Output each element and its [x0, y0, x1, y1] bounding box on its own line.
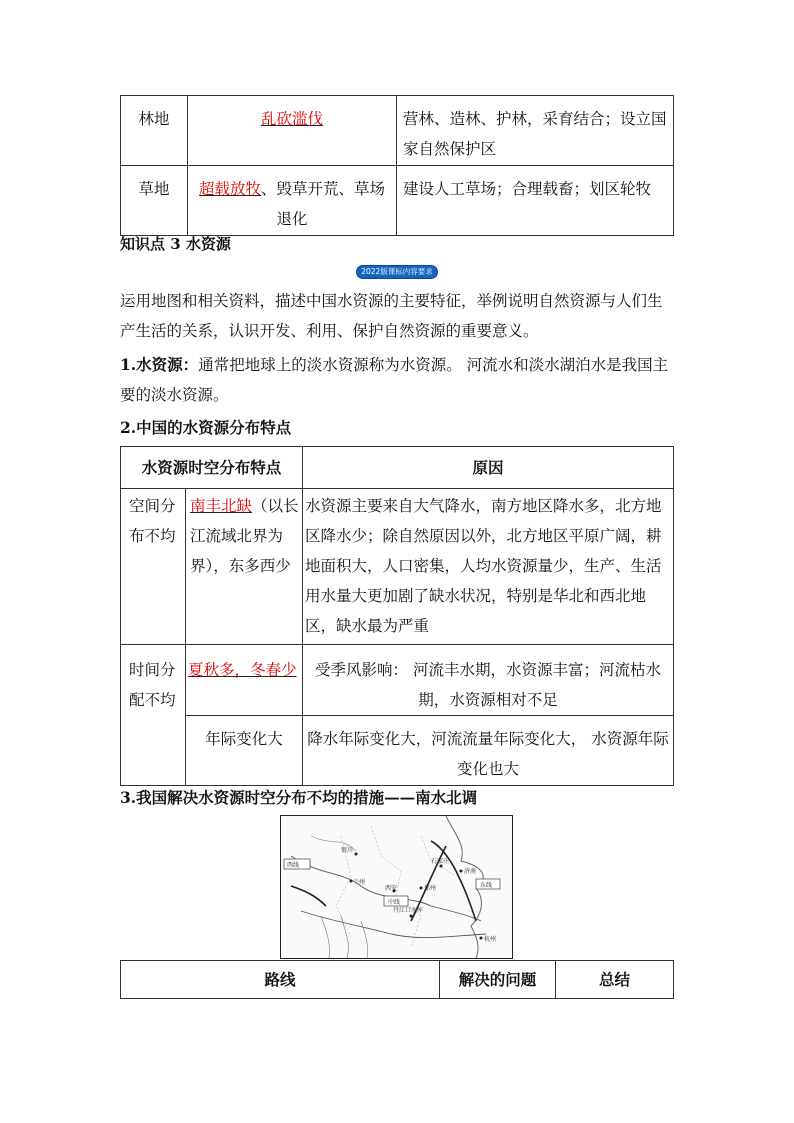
- grassland-measure-cell: 建设人工草场；合理载畜；划区轮牧: [397, 166, 674, 236]
- header-reason: 原因: [303, 447, 674, 489]
- header-feature: 水资源时空分布特点: [121, 447, 303, 489]
- map-label-east: 东线: [480, 882, 493, 889]
- row-name-forest: 林地: [121, 96, 188, 166]
- time-feature-cell: [186, 645, 303, 716]
- space-answer: 南丰北缺: [190, 497, 253, 515]
- water-distribution-table: [120, 446, 674, 786]
- item-3-heading: 3.我国解决水资源时空分布不均的措施——南水北调: [120, 788, 478, 807]
- south-north-water-map: [280, 815, 513, 959]
- space-feature-cell: 南丰北缺（以长江流域北界为界），东多西少: [186, 489, 303, 645]
- forest-measure-cell: 营林、造林、护林，采育结合；设立国家自然保护区: [397, 96, 674, 166]
- annual-reason-cell: 降水年际变化大，河流流量年际变化大， 水资源年际变化也大: [303, 716, 674, 786]
- curriculum-badge: 2022版课标内容要求: [356, 265, 438, 279]
- row-name-grassland: 草地: [121, 166, 188, 236]
- time-label: 时间分配不均: [121, 645, 186, 786]
- map-label-middle: 中线: [388, 899, 401, 906]
- map-city-shijiazhuang: 石家庄: [431, 858, 450, 865]
- map-city-lanzhou: 兰州: [353, 879, 366, 886]
- route-header-route: 路线: [121, 961, 440, 999]
- resource-protection-table: [120, 95, 674, 236]
- time-answer: 夏秋多，冬春少: [188, 661, 297, 679]
- map-city-hangzhou: 杭州: [484, 936, 497, 943]
- map-city-jinan: 济南: [464, 868, 477, 875]
- time-reason-cell: 受季风影响： 河流丰水期，水资源丰富；河流枯水期，水资源相对不足: [303, 645, 674, 716]
- space-label: 空间分布不均: [121, 489, 186, 645]
- map-city-yinchuan: 银川: [341, 847, 354, 854]
- route-header-problem: 解决的问题: [440, 961, 556, 999]
- space-reason-cell: 水资源主要来自大气降水，南方地区降水多，北方地区降水少；除自然原因以外，北方地区平原广阔，耕地面积大，人口密集，人均水资源量少，生产、生活用水量大更加剧了缺水状况，特别是华北和西北地区，缺水最为严重: [303, 489, 674, 645]
- map-city-zhengzhou: 郑州: [424, 885, 437, 892]
- map-label-danjiangkou: 丹江口水库: [393, 907, 424, 914]
- forest-cause-answer: 乱砍滥伐: [260, 110, 323, 128]
- section-heading: 知识点 3 水资源: [120, 235, 231, 253]
- item-1: 1.水资源：通常把地球上的淡水资源称为水资源。 河流水和淡水湖泊水是我国主要的淡水资源。: [120, 355, 669, 404]
- forest-cause-cell: [188, 96, 397, 166]
- curriculum-requirement: 运用地图和相关资料，描述中国水资源的主要特征，举例说明自然资源与人们生产生活的关系，认识开发、利用、保护自然资源的重要意义。: [120, 292, 663, 340]
- water-transfer-map-svg: [281, 816, 512, 958]
- item-2-heading: 2.中国的水资源分布特点: [120, 418, 292, 437]
- grassland-cause-answer: 超载放牧: [198, 180, 261, 198]
- route-header-summary: 总结: [556, 961, 674, 999]
- grassland-cause-cell: 超载放牧、毁草开荒、草场退化: [188, 166, 397, 236]
- annual-label: 年际变化大: [186, 716, 303, 786]
- route-table: [120, 960, 674, 999]
- map-city-xian: 西安: [385, 885, 398, 892]
- map-label-west: 西线: [287, 862, 300, 869]
